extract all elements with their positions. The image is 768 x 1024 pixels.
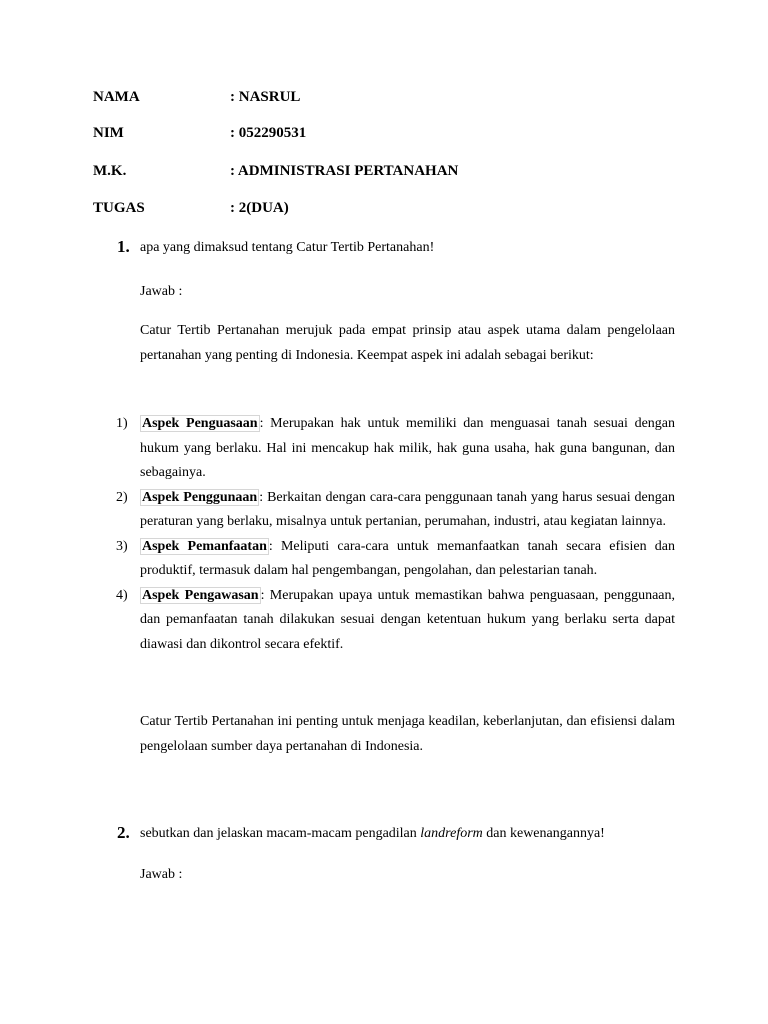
aspect-term: Aspek Pengawasan (142, 587, 259, 603)
mk-value: : ADMINISTRASI PERTANAHAN (230, 163, 459, 179)
aspect-term: Aspek Penggunaan (142, 489, 258, 505)
mk-label: M.K. (93, 163, 127, 179)
question-2-text-after: dan kewenangannya! (482, 826, 605, 841)
answer-1-closing: Catur Tertib Pertanahan ini penting untuk menjaga keadilan, keberlanjutan, dan efisiensi dalam pengelolaan sumber daya pertanahan di Indonesia. (140, 714, 675, 754)
aspect-description: : Berkaitan dengan cara-cara penggunaan tanah yang harus sesuai dengan peraturan yang berlaku, misalnya untuk pertanian, perumahan, industri, atau kegiatan lainnya. (140, 489, 675, 529)
list-item-number: 1) (116, 416, 128, 431)
list-item (116, 486, 676, 535)
list-item (116, 535, 676, 584)
question-2-text-italic: landreform (420, 826, 483, 841)
question-2-number: 2. (117, 823, 130, 842)
nama-value: : NASRUL (230, 89, 301, 105)
aspect-list (116, 412, 676, 657)
aspect-description: : Merupakan hak untuk memiliki dan menguasai tanah sesuai dengan hukum yang berlaku. Hal ini mencakup hak milik, hak guna usaha, hak guna bangunan, dan sebagainya. (140, 416, 675, 480)
tugas-label: TUGAS (93, 200, 145, 216)
aspect-term: Aspek Penguasaan (142, 416, 258, 431)
list-item (116, 584, 676, 658)
tugas-value: : 2(DUA) (230, 200, 289, 216)
nim-label: NIM (93, 125, 124, 141)
aspect-term: Aspek Pemanfaatan (142, 538, 267, 554)
answer-1-intro: Catur Tertib Pertanahan merujuk pada empat prinsip atau aspek utama dalam pengelolaan pertanahan yang penting di Indonesia. Keempat aspek ini adalah sebagai berikut: (140, 323, 675, 363)
aspect-description: : Merupakan upaya untuk memastikan bahwa penguasaan, penggunaan, dan pemanfaatan tanah dilakukan sesuai dengan ketentuan hukum yang berlaku serta dapat diawasi dan dikontrol secara efektif. (140, 587, 675, 652)
list-item (116, 412, 676, 486)
question-2-answer-label: Jawab : (140, 867, 183, 882)
question-1-text: apa yang dimaksud tentang Catur Tertib Pertanahan! (140, 240, 435, 255)
nama-label: NAMA (93, 89, 140, 105)
question-1-number: 1. (117, 237, 130, 256)
question-2-text (140, 825, 605, 843)
nim-value: : 052290531 (230, 125, 307, 141)
list-item-number: 3) (116, 538, 128, 554)
aspect-description: : Meliputi cara-cara untuk memanfaatkan tanah secara efisien dan produktif, termasuk dalam hal pengembangan, pengolahan, dan pelestarian tanah. (140, 538, 675, 578)
question-2-text-before: sebutkan dan jelaskan macam-macam pengadilan (140, 826, 421, 841)
list-item-number: 2) (116, 489, 128, 505)
list-item-number: 4) (116, 587, 128, 603)
question-1-answer-label: Jawab : (140, 284, 183, 299)
